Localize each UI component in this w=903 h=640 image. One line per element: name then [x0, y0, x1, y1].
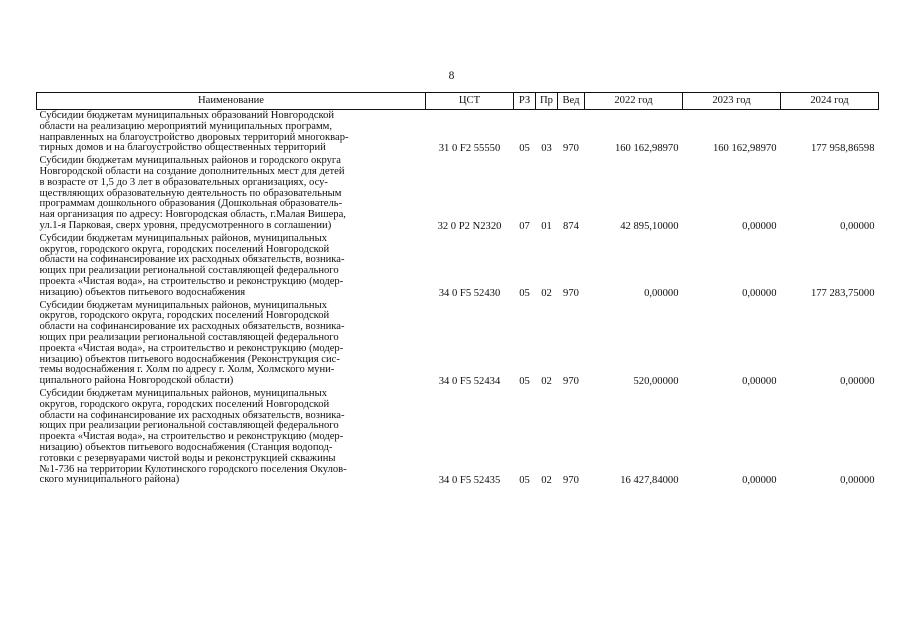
- row-2023-value: 0,00000: [742, 376, 777, 388]
- row-name-line: ющих при реализации региональной составляющей федерального: [39, 331, 339, 343]
- row-cst: 34 0 F5 52430: [438, 287, 501, 299]
- row-name-line: ющих при реализации региональной составляющей федерального: [39, 265, 339, 277]
- header-pr: Пр: [536, 93, 558, 110]
- row-name-line: Субсидии бюджетам муниципальных районов и городского округа: [39, 155, 341, 167]
- budget-table: [36, 92, 879, 487]
- row-name-line: округов, городского округа, городских поселений Новгородской: [39, 398, 330, 410]
- row-2023-value: 0,00000: [742, 220, 777, 232]
- row-rz: 05: [519, 143, 530, 155]
- row-name: [37, 155, 426, 233]
- row-name-line: Субсидии бюджетам муниципальных образований Новгородской: [39, 110, 335, 121]
- row-name-line: Субсидии бюджетам муниципальных районов, муниципальных: [39, 387, 328, 399]
- page-number: 8: [448, 70, 455, 82]
- row-ved: 874: [563, 220, 579, 232]
- header-2023: 2023 год: [683, 93, 781, 110]
- row-2023-value: 0,00000: [742, 475, 777, 487]
- row-name-line: области на софинансирование их расходных обязательств, возника-: [39, 254, 345, 266]
- row-name: [37, 110, 426, 156]
- row-2024-value: 177 283,75000: [810, 287, 875, 299]
- row-name-line: ющих при реализации региональной составляющей федерального: [39, 420, 339, 432]
- row-name-line: Новгородской области на создание дополнительных мест для детей: [39, 165, 345, 177]
- row-2022-value: 16 427,84000: [620, 475, 679, 487]
- row-2023-value: 160 162,98970: [712, 143, 777, 155]
- row-name-line: проекта «Чистая вода», на строительство и реконструкцию (модер-: [39, 342, 344, 354]
- row-name-line: ципального района Новгородской области): [39, 375, 234, 387]
- row-rz: 05: [519, 287, 530, 299]
- row-name: [37, 233, 426, 300]
- row-pr: 03: [541, 143, 552, 155]
- table-row: [37, 155, 879, 233]
- table-row: [37, 300, 879, 388]
- row-ved: 970: [563, 376, 579, 388]
- row-2022-value: 0,00000: [644, 287, 679, 299]
- header-rz: РЗ: [514, 93, 536, 110]
- row-pr: 02: [541, 376, 552, 388]
- row-cst: 34 0 F5 52434: [438, 376, 501, 388]
- row-pr: 02: [541, 475, 552, 487]
- row-name-line: Субсидии бюджетам муниципальных районов, муниципальных: [39, 232, 328, 244]
- row-name-line: ул.1-я Парковая, сверх уровня, предусмотренного в соглашении): [39, 219, 332, 231]
- row-name-line: программам дошкольного образования (Дошкольная образователь-: [39, 198, 343, 210]
- row-name-line: тирных домов и на благоустройство общественных территорий: [39, 142, 326, 154]
- row-name-line: области на софинансирование их расходных обязательств, возника-: [39, 409, 345, 421]
- row-cst: 34 0 F5 52435: [438, 475, 501, 487]
- row-cst: 31 0 F2 55550: [438, 143, 501, 155]
- row-2023-value: 0,00000: [742, 287, 777, 299]
- row-name-line: низацию) объектов питьевого водоснабжения: [39, 286, 246, 298]
- row-name-line: ществляющих образовательную деятельность по образовательным: [39, 187, 342, 199]
- row-name-line: низацию) объектов питьевого водоснабжения (Реконструкция сис-: [39, 353, 340, 365]
- row-name-line: ского муниципального района): [39, 474, 180, 486]
- row-ved: 970: [563, 475, 579, 487]
- row-name-line: ная организация по адресу: Новгородская область, г.Малая Вишера,: [39, 209, 346, 221]
- row-name-line: округов, городского округа, городских поселений Новгородской: [39, 243, 330, 255]
- row-rz: 07: [519, 220, 530, 232]
- row-name-line: готовки с резервуарами чистой воды и реконструкцией скважины: [39, 452, 336, 464]
- row-name-line: округов, городского округа, городских поселений Новгородской: [39, 310, 330, 322]
- row-pr: 01: [541, 220, 552, 232]
- row-name-line: области на реализацию мероприятий муниципальных программ,: [39, 120, 333, 132]
- row-rz: 05: [519, 475, 530, 487]
- row-ved: 970: [563, 143, 579, 155]
- row-rz: 05: [519, 376, 530, 388]
- header-2024: 2024 год: [781, 93, 879, 110]
- table-row: [37, 110, 879, 156]
- row-name-line: проекта «Чистая вода», на строительство и реконструкцию (модер-: [39, 275, 344, 287]
- table-body: [37, 110, 879, 488]
- row-name: [37, 300, 426, 388]
- table-header-row: [37, 93, 879, 110]
- row-name-line: проекта «Чистая вода», на строительство и реконструкцию (модер-: [39, 431, 344, 443]
- row-name-line: в возрасте от 1,5 до 3 лет в образовательных организациях, осу-: [39, 176, 328, 188]
- row-name-line: направленных на благоустройство дворовых территорий многоквар-: [39, 131, 349, 143]
- row-name: [37, 388, 426, 487]
- row-cst: 32 0 P2 N2320: [437, 220, 502, 232]
- row-pr: 02: [541, 287, 552, 299]
- row-2022-value: 42 895,10000: [620, 220, 679, 232]
- header-cst: ЦСТ: [426, 93, 514, 110]
- row-2022-value: 520,00000: [633, 376, 679, 388]
- row-2024-value: 0,00000: [840, 220, 875, 232]
- header-2022: 2022 год: [585, 93, 683, 110]
- table-row: [37, 388, 879, 487]
- row-name-line: Субсидии бюджетам муниципальных районов, муниципальных: [39, 299, 328, 311]
- row-2024-value: 0,00000: [840, 376, 875, 388]
- row-name-line: темы водоснабжения г. Холм по адресу г. Холм, Холмского муни-: [39, 364, 335, 376]
- row-name-line: низацию) объектов питьевого водоснабжения (Станция водопод-: [39, 441, 333, 453]
- header-ved: Вед: [558, 93, 585, 110]
- header-name: Наименование: [37, 93, 426, 110]
- row-2022-value: 160 162,98970: [614, 143, 679, 155]
- row-2024-value: 177 958,86598: [810, 143, 875, 155]
- row-ved: 970: [563, 287, 579, 299]
- table-row: [37, 233, 879, 300]
- row-name-line: области на софинансирование их расходных обязательств, возника-: [39, 321, 345, 333]
- row-name-line: №1-736 на территории Кулотинского городского поселения Окулов-: [39, 463, 347, 475]
- row-2024-value: 0,00000: [840, 475, 875, 487]
